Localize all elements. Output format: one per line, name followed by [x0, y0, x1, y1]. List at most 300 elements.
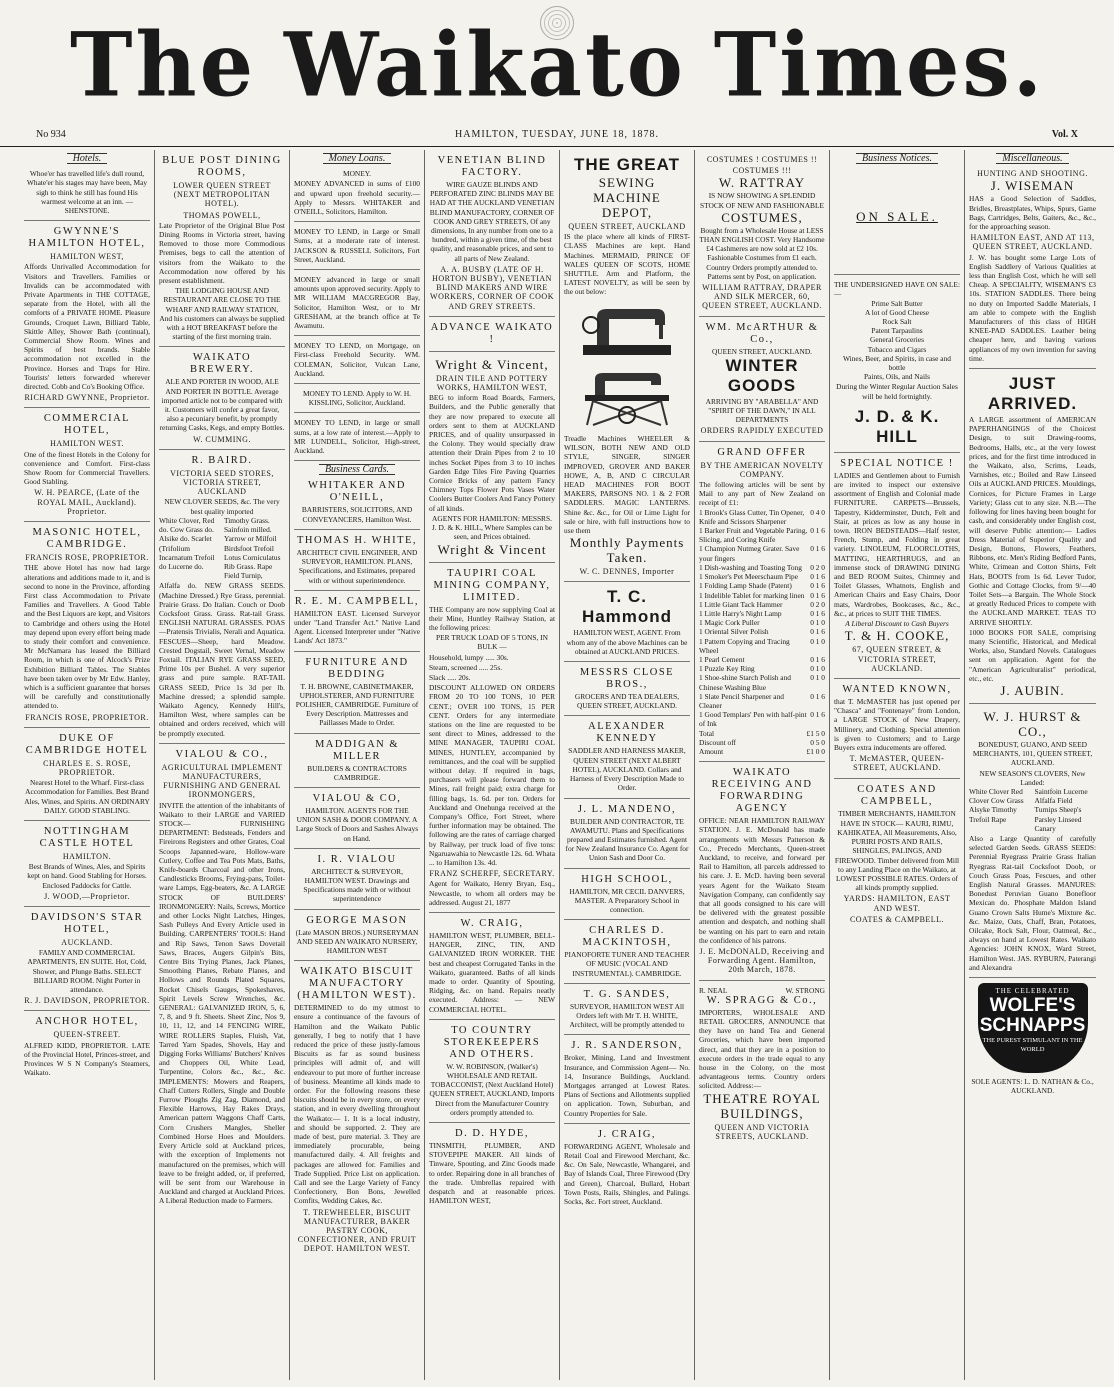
- advert-title: VIALOU & CO.,: [175, 748, 269, 760]
- masthead: [70, 14, 1045, 114]
- advert-body: MONEY TO LEND, on Mortgage, on First-class Freehold Security. WM. COLEMAN, Solicitor, Vulcan Lane, Auckland.: [294, 341, 420, 378]
- advert-body: HAMILTON WEST, PLUMBER, BELL-HANGER, ZINC, TIN, AND GALVANIZED IRON WORKER. THE best and cheapest Corrugated Tanks in the Waikato, guaranteed. Baths of all kinds made to order. Quantity of Spouting, Ridging, &c. on hand. Repairs neatly executed. Address: — NEW COMMERCIAL HOTEL.: [429, 931, 555, 1014]
- issue-date: HAMILTON, TUESDAY, JUNE 18, 1878.: [455, 129, 659, 140]
- column-heading: Business Cards.: [294, 461, 420, 475]
- advance-waikato-advert: [429, 322, 555, 352]
- clover-list: [969, 787, 1096, 833]
- advert-body: IS the place where all kinds of FIRST-CLASS Machines are kept. Hand Machines. MERMAID, PRINCE OF WALES QUEEN OF SCOTS, HOME SHUTTLE. Arm and Platform, the LATEST NOVELTY, as will be seen by the out below:: [564, 232, 690, 297]
- advert-title: T. G. SANDES,: [583, 988, 671, 1000]
- hotel-advert: [24, 1016, 150, 1082]
- advert-subtitle: BY THE AMERICAN NOVELTY COMPANY.: [700, 460, 824, 479]
- offer-item-price: 0 1 6: [810, 526, 825, 536]
- school-advert: [564, 874, 690, 921]
- advert-signature: ORDERS RAPIDLY EXECUTED: [700, 426, 824, 436]
- ironmongers-advert: [159, 749, 285, 1211]
- advert-signature: J. WOOD,—Proprietor.: [44, 891, 130, 901]
- business-card: [294, 793, 420, 849]
- advert-body: (Late MASON BROS.) NURSERYMAN AND SEED AN WAIKATO NURSERY, HAMILTON WEST: [295, 927, 419, 955]
- advert-title: W. RATTRAY: [718, 175, 806, 191]
- advert-body: SADDLER AND HARNESS MAKER, QUEEN STREET (NEXT ALBERT HOTEL), AUCKLAND. Collars and Harness of Every Description Made to Order.: [568, 746, 686, 793]
- offer-item-label: 1 Puzzle Key Ring: [699, 664, 755, 674]
- offer-list: [699, 508, 825, 729]
- advert-signature: J. AUBIN.: [1000, 682, 1065, 698]
- seal-label: W. STRONG: [785, 985, 825, 995]
- seed-stores-advert: [159, 455, 285, 744]
- offer-item-label: 1 Good Templars' Pen with half-pint of Ink: [699, 710, 807, 729]
- advert-signature: FRANCIS ROSE, PROPRIETOR.: [25, 712, 149, 722]
- advert-body: A LARGE assortment of AMERICAN PAPERHANGINGS of the Choicest Design, to suit Drawing-rooms, Bedrooms, Halls, etc., at the very lowest prices, and for the first time introduced in the Waikato, also, Scrims, Leads, Varnishes, etc.; Boiled and Raw Linseed Oils at AUCKLAND PRICES. Mouldings, Cornices, for Picture Frames in Large Variety; Glass cut to any size. N.B.—The following for lines having been bought for cash, and considerably under English cost, will deserve Public attention:— Ladies Dress Material of Superior Quality and Design, Buttons, Flowers, Feathers, Ribbons, etc. Men's Riding Bedford Pants, White, Crimean and Cotton Shirts, Felt Hats, BOOTS from 1s 6d. Lever Tudor, Gothic and Cottage Clocks, from 9/—40 Toilet Sets—a Bargain. The Whole Stock at greatly Reduced Prices to compete with the AUCKLAND MARKET. TEAS TO ARRIVE SHORTLY.: [969, 415, 1096, 627]
- offer-item-label: 1 Pearl Cement: [699, 654, 745, 664]
- offer-item-price: 0 4 0: [810, 507, 825, 517]
- grand-offer-advert: [699, 447, 825, 763]
- offer-item-label: 1 Oriental Silver Polish: [699, 627, 769, 637]
- advert-body: THE above Hotel has now had large alterations and additions made to it, and is second to none in the Province, affording First class Accommodation to Private Families and Travellers. A Good Table and the Best Liquors are kept, and Visitors to Cambridge and others using the Hotel may depend upon every effort being made to study their comfort and convenience. Mr McNamara has leased the Billiard Room, in which is one of Alcock's Prize Exhibition Billiard Tables. The Stables have been taken over by Mr Edw. Hanley, which is a sufficient guarantee that horses will be carefully and constitutionally attended to.: [24, 563, 150, 711]
- advert-body: MONEY ADVANCED in sums of £100 and upward upon freehold security.—Apply to Messrs. WHITAKER and O'NEILL, Solicitors, Hamilton.: [294, 179, 420, 217]
- advert-subtitle: DRAIN TILE AND POTTERY WORKS, HAMILTON WEST,: [436, 373, 548, 393]
- advert-body: WIRE GAUZE BLINDS AND PERFORATED ZINC BLINDS MAY BE HAD AT THE AUCKLAND VENETIAN BLIND MANUFACTORY, CORNER OF COOK AND GREY STREETS, Of any dimensions, In any number from one to a hundred, within a given time, of the best quality, and reasonable prices, and sent to all parts of New Zealand.: [429, 180, 555, 263]
- clover-list-left: White Clover Red Clover Cow Grass Alsyke Timothy Trefoil Rape: [969, 786, 1024, 824]
- advert-body: Bought from a Wholesale House at LESS THAN ENGLISH COST. Very Handsome £4 Cashmeres are now sold at £2 10s. Fashionable Costumes from £1 each. Country Orders promptly attended to. Patterns sent by Post, on application.: [699, 225, 825, 281]
- offer-item-label: 1 Brook's Glass Cutter, Tin Opener, Knife and Scissors Sharpener: [699, 507, 805, 526]
- auction-advert: [834, 280, 960, 453]
- masthead-word-1: The: [70, 12, 257, 116]
- advert-body: FAMILY AND COMMERCIAL APARTMENTS, EN SUITE. Hot, Cold, Shower, and Plunge Baths. SELECT BILLIARD ROOM. Night Porter in attendance.: [27, 948, 147, 994]
- advert-title: R. BAIRD.: [191, 454, 253, 466]
- advert-title: SEWING MACHINE: [593, 175, 661, 205]
- advert-title: Wright & Vincent: [437, 541, 547, 557]
- column-two: [155, 150, 290, 1380]
- advert-body: J. W. has bought some Large Lots of English Saddlery of Various Qualities at less than English Cost, which he will sell Cheap. A SPECIALITY, WISEMAN'S £3 10s. STATION SADDLES. There being no duty on Imported Saddle Materials, I am able to compete with the English Manufacturers of this class of HIGH KNEE-PAD SADDLES. Leather being cheaper here, and having various appliances of my own invention for saving time.: [969, 252, 1096, 363]
- advert-body: SURVEYOR, HAMILTON WEST All Orders left with Mr T. H. WHITE, Architect, will be promptly attended to: [569, 1001, 685, 1030]
- offer-item: [699, 618, 825, 627]
- loan-advert: [294, 341, 420, 384]
- offer-item-label: 1 Dish-washing and Toasting Tong: [699, 562, 802, 572]
- broker-advert: [564, 1040, 690, 1123]
- offer-item: [699, 710, 825, 728]
- advert-title: J. L. MANDENO,: [577, 803, 677, 815]
- advert-body: Best Brands of Wines, Ales, and Spirits kept on hand. Good Stabling for Horses. Enclosed Paddocks for Cattle.: [27, 862, 147, 890]
- advert-signature: W. CUMMING.: [193, 434, 251, 444]
- advert-title: FURNITURE AND BEDDING: [305, 656, 409, 680]
- advert-body: Late Proprietor of the Original Blue Post Dining Rooms in Victoria street, having Removed to those more Commodious Premises, begs to call the attention of visitors from the Waikato to the Accommodation now offered by his present establishment.: [159, 220, 285, 286]
- sale-item: Patent Tarpaulins: [871, 326, 923, 336]
- columns: [20, 150, 1100, 1380]
- furniture-notice-advert: [834, 458, 960, 679]
- offer-item-label: 1 Champion Nutmeg Grater. Save your fingers: [699, 544, 800, 563]
- business-card: [294, 915, 420, 962]
- advert-body: PIANOFORTE TUNER AND TEACHER OF MUSIC (VOCAL AND INSTRUMENTAL). CAMBRIDGE.: [564, 950, 690, 978]
- advert-title: BLUE POST DINING ROOMS,: [162, 155, 282, 178]
- advert-title: COSTUMES ! COSTUMES !!: [706, 155, 818, 164]
- advert-title: MADDIGAN & MILLER: [314, 738, 400, 762]
- advert-body: ARCHITECT CIVIL ENGINEER, AND SURVEYOR, HAMILTON. PLANS, Specifications, and Estimates, prepared with or without superintendence.: [296, 547, 418, 585]
- advert-body: FORWARDING AGENT, Wholesale and Retail Coal and Firewood Merchant, &c. &c. On Sale, Newcastle, Whangarei, and Bay of Islands Coal, Three Firewood (Dry and Green), Charcoal, Bullard, Hobart Town Posts, Rails, Shingles, and Palings. Socks, &c. Fort street, Auckland.: [564, 1141, 690, 1206]
- advert-body: IMPORTERS, WHOLESALE AND RETAIL GROCERS, ANNOUNCE that they have on hand Tea and General Groceries, which have been imported direct, and that they are in a position to execute orders in the trade equal to any house in the Colony, on the most advantageous terms. Country orders solicited. Address:—: [699, 1007, 825, 1091]
- offer-item: [699, 664, 825, 673]
- column-heading: Money Loans.: [294, 150, 420, 164]
- advert-body: THE UNDERSIGNED HAVE ON SALE:—: [834, 280, 960, 299]
- advert-body: Broker, Mining, Land and Investment Insurance, and Commission Agent— No. 14, Insurance Buildings, Auckland. Mortgages arranged at Lowest Rates. Plans of Sections and Allotments supplied on application. Town, Suburban, and Country Properties for Sale.: [564, 1053, 690, 1118]
- advert-title: GRAND OFFER: [717, 446, 807, 458]
- advert-title: J. WISEMAN: [990, 178, 1075, 194]
- advert-title: Monthly Payments Taken.: [569, 535, 685, 566]
- advert-title: DAVIDSON'S STAR HOTEL,: [30, 911, 144, 935]
- advert-title: COMMERCIAL HOTEL,: [43, 413, 131, 437]
- advert-title: J. D. & K. HILL: [854, 406, 940, 446]
- offer-total: [699, 729, 825, 738]
- treadle-machine-icon: [577, 369, 677, 427]
- offer-item-price: 0 1 0: [810, 673, 825, 683]
- badge-line: THE CELEBRATED: [995, 987, 1070, 996]
- offer-item-price: 0 2 0: [810, 562, 825, 572]
- clover-list-right: Saintfoin Lucerne Alfalfa Field Turnips Sheep's Parsley Linseed Canary: [1034, 786, 1088, 833]
- sale-item: Tobacco and Cigars: [867, 344, 927, 354]
- advert-title: D. D. HYDE,: [455, 1128, 529, 1140]
- advert-body: T. H. BROWNE, CABINETMAKER, UPHOLSTERER, AND FURNITURE POLISHER, CAMBRIDGE. Furniture of Every Description. Mattresses and Paillasses Made to Order.: [295, 681, 419, 728]
- offer-amount-label: Amount: [699, 746, 724, 756]
- advert-body: HAVE IN STOCK— KAURI, RIMU, KAHIKATEA, All Measurements, Also, PURIRI POSTS AND RAILS, SHINGLES, PALINGS, AND FIREWOOD. Timber delivered from Mill to any Landing Place on the Waikato, at LOWEST POSSIBLE RATES. Orders of all kinds promptly supplied.: [834, 818, 960, 893]
- advert-signature: T. TREWHEELER, BISCUIT MANUFACTURER, BAKER PASTRY COOK, CONFECTIONER, AND FRUIT DEPOT. HAMILTON WEST.: [297, 1207, 417, 1254]
- advert-title: WINTER GOODS: [725, 355, 799, 395]
- business-card: [294, 480, 420, 529]
- advert-signature: 67, QUEEN STREET, & VICTORIA STREET, AUCKLAND.: [852, 645, 942, 673]
- advert-body: HAMILTON, MR CECIL DANVERS, MASTER. A Preparatory School in connection.: [569, 886, 685, 914]
- plumber-advert: [429, 918, 555, 1020]
- badge-line: THE PUREST STIMULANT IN THE WORLD: [982, 1037, 1083, 1054]
- advert-title: J. R. SANDERSON,: [571, 1040, 683, 1052]
- badge-title: WOLFE'S SCHNAPPS: [979, 995, 1086, 1037]
- advert-signature: W. C. DENNES, Importer: [579, 567, 675, 577]
- advert-title: HIGH SCHOOL,: [581, 873, 673, 885]
- offer-item: [699, 673, 825, 691]
- offer-item-label: 1 Indelible Tablet for marking linen: [699, 590, 805, 600]
- advert-title: WAIKATO RECEIVING AND FORWARDING AGENCY: [711, 767, 813, 815]
- advert-body: BARRISTERS, SOLICITORS, AND CONVEYANCERS, Hamilton West.: [301, 505, 413, 524]
- offer-item-price: 0 1 6: [810, 710, 825, 720]
- advert-title: WHITAKER AND O'NEILL,: [308, 480, 406, 504]
- winter-goods-advert: [699, 322, 825, 442]
- seal-label: R. NEAL: [699, 985, 728, 995]
- column-business-notices: [830, 150, 965, 1380]
- advert-body: Affords Unrivalled Accommodation for Visitors and Travellers. Families or Invalids can be accommodated with Private Apartments in THE COTTAGE, separate from the Hotel, with all the comforts of a PRIVATE HOME. Pleasure Grounds, Croquet Lawn, Billiard Table, Skittle Alley, Shower Bath (continual), Commercial Show Room. Wines and Spirits of best brands. Stable accommodation not excelled in the Province. Horses and Traps for Hire. Tourists' letters forwarded wherever directed. Cobb and Co's Booking Office.: [24, 262, 150, 392]
- advert-title: W. J. HURST & CO.,: [983, 708, 1082, 739]
- advert-body: Treadle Machines WHEELER & WILSON, BOTH NEW AND OLD STYLE, SINGER, SINGER IMPROVED, GROVER AND BAKER HOWE, A, B, AND C CIRCULAR HEAD MACHINES FOR BOOT MAKERS, PARSONS NO. 1 & 2 FOR SADDLERS. MAGIC LANTERNS. Shine &c. &c., for Oil or Lime Light for sale or hire, with full instructions how to use them: [564, 434, 690, 536]
- advert-body: MONEY TO LEND, in Large or Small Sums, at a moderate rate of interest. JACKSON & RUSSELL Solicitors, Fort Street, Auckland.: [294, 227, 420, 264]
- coal-mining-advert: [429, 568, 555, 914]
- verse-advert: [24, 169, 150, 221]
- offer-item-price: 0 2 0: [810, 599, 825, 609]
- column-heading: Business Notices.: [834, 150, 960, 164]
- schnapps-advert: [969, 983, 1096, 1100]
- column-hotels: [20, 150, 155, 1380]
- offer-discount: [699, 738, 825, 747]
- advert-body: BONEDUST, GUANO, AND SEED MERCHANTS, 101, QUEEN STREET, AUCKLAND.: [972, 739, 1093, 768]
- advert-signature: T. McMASTER, QUEEN-STREET, AUCKLAND.: [849, 754, 945, 773]
- column-miscellaneous: [965, 150, 1100, 1380]
- advert-body: DISCOUNT ALLOWED ON ORDERS FROM 20 TO 100 TONS, 10 PER CENT.; OVER 100 TONS, 15 PER CENT. Orders for any intermediate stations on the line are requested to be sent direct to Mines, addressed to the MINE MANAGER, TAUPIRI COAL MINES, HUNTLEY, accompanied by remittances, and the coal will be supplied without delay. If required in bags, purchasers will please forward them to Mines, rail freight paid; extra charge for filling bags, 1s. 6d. per ton. Orders for Auckland and Onehunga received at the Company's Office, Fort Street, where further information may be obtained. The following are the rates of carriage charged by Railway, per truck load of five tons: Ngaruawahia to Newcastle 12s. 6d. Whata ... to Hamilton 13s. 4d.: [429, 683, 555, 867]
- advert-title: ADVANCE WAIKATO !: [430, 321, 554, 345]
- offer-discount-value: 0 5 0: [810, 737, 825, 747]
- business-card: [294, 535, 420, 591]
- offer-total-value: £1 5 0: [806, 728, 825, 738]
- column-heading: Miscellaneous.: [969, 150, 1096, 164]
- column-money-loans: [290, 150, 425, 1380]
- advert-body: MONEY.: [343, 169, 371, 179]
- advert-title: WANTED KNOWN,: [842, 683, 952, 695]
- advert-body: GROCERS AND TEA DEALERS, QUEEN STREET, AUCKLAND.: [574, 692, 680, 711]
- schnapps-badge: [978, 983, 1088, 1073]
- offer-item: [699, 572, 825, 581]
- offer-item: [699, 627, 825, 636]
- forwarding-agent-advert: [564, 1129, 690, 1211]
- column-six: [695, 150, 830, 1380]
- advert-title: WM. McARTHUR & Co.,: [705, 321, 819, 345]
- offer-item: [699, 637, 825, 655]
- advert-body: OFFICE: NEAR HAMILTON RAILWAY STATION. J. E. McDonald has made arrangements with Messrs Patterson & Co., Precedo Merchants, Queen-street Auckland, to receive, and forward per Rail to Hamilton, all parcels addressed to his care. J. E. McD. having been several years Agent for the Waikato Steam Navigation Company, can confidently say that all goods consigned to his care will be delivered with the greatest possible attention and despatch, and nothing shall be wanting on his part to earn and retain the confidence of his patrons.: [699, 816, 825, 945]
- advert-body: BEG to inform Road Boards, Farmers, Builders, and the Public generally that they are now prepared to execute all orders sent to them at AUCKLAND PRICES, and of quality unsurpassed in the Colony. They would specially draw attention their Drain Pipes from 2 to 10 inches Socket Pipes from 3 to 10 inches Garden Edge Tiles Fire Paving Quarries Cornice Bricks of any pattern Fancy Chimney Tops Flower Pots Vases Water Coolers Butter Coolers And Fancy Pottery of all kinds.: [429, 393, 555, 513]
- advert-title: MASONIC HOTEL, CAMBRIDGE.: [32, 527, 142, 551]
- hotel-advert: [24, 733, 150, 821]
- drapery-advert: [834, 684, 960, 779]
- venetian-blind-advert: [429, 155, 555, 317]
- grocer-advert: [564, 667, 690, 716]
- business-card: [294, 596, 420, 652]
- price-row: Slack ..... 20s.: [429, 672, 471, 682]
- offer-item-price: 0 1 0: [810, 636, 825, 646]
- tinsmith-advert: [429, 1128, 555, 1210]
- advert-body: MONEY advanced in large or small amounts upon approved security. Apply to MR WILLIAM MACGREGOR Bay, Solicitor, Hamilton West, or to Mr GRESHAM, at the branch office at Te Awamutu.: [294, 275, 420, 331]
- piano-tuner-advert: [564, 925, 690, 984]
- advert-title: HUNTING AND SHOOTING.: [977, 169, 1088, 179]
- advert-body: ARCHITECT & SURVEYOR, HAMILTON WEST. Drawings and Specifications made with or without superintendence: [303, 866, 411, 904]
- advert-signature: W. H. PEARCE, (Late of the ROYAL MAIL, Auckland). Proprietor.: [34, 488, 140, 516]
- advert-title: ANCHOR HOTEL,: [35, 1016, 139, 1028]
- offer-total-label: Total: [699, 728, 715, 738]
- offer-item-label: 1 Folding Lamp Shade (Patent): [699, 581, 792, 591]
- offer-item-price: 0 1 0: [810, 618, 825, 628]
- pottery-advert: [429, 357, 555, 563]
- advert-body: HAMILTON. AGENTS FOR THE UNION SASH & DOOR COMPANY. A Large Stock of Doors and Sashes Always on Hand.: [295, 805, 419, 843]
- on-sale-advert: [834, 169, 960, 275]
- loan-advert: [294, 418, 420, 461]
- offer-item: [699, 544, 825, 562]
- advert-body: ALFRED KIDD, PROPRIETOR. LATE of the Provincial Hotel, Princes-street, and Provinces W S N Company's Steamers, Waikato.: [24, 1040, 150, 1078]
- hotel-advert: [24, 912, 150, 1011]
- loan-advert: [294, 389, 420, 413]
- advert-title: WAIKATO BREWERY.: [189, 352, 255, 376]
- offer-item-price: 0 1 6: [810, 544, 825, 554]
- saddlery-advert: [969, 169, 1096, 369]
- price-row: PER TRUCK LOAD OF 5 TONS, IN BULK —: [436, 633, 548, 652]
- advert-body: IS NOW SHOWING A SPLENDID STOCK OF NEW AND FASHIONABLE: [699, 191, 824, 210]
- advert-subtitle: AGRICULTURAL IMPLEMENT MANUFACTURERS, FURNISHING AND GENERAL IRONMONGERS,: [161, 762, 283, 800]
- advert-title: ALEXANDER KENNEDY: [588, 721, 666, 745]
- offer-item-label: 1 Magic Cork Puller: [699, 618, 760, 628]
- column-heading: Hotels.: [24, 150, 150, 164]
- advert-body: The following articles will be sent by Mail to any part of New Zealand on receipt of £1:: [699, 480, 825, 508]
- just-arrived-advert: [969, 374, 1096, 704]
- advert-body: QUEEN STREET, AUCKLAND.: [711, 346, 813, 356]
- offer-item-price: 0 1 6: [810, 581, 825, 591]
- column-four: [425, 150, 560, 1380]
- advert-title: SPECIAL NOTICE !: [840, 457, 954, 469]
- advert-body: THE Company are now supplying Coal at their Mine, Huntley Railway Station, at the following prices:: [429, 604, 555, 632]
- advert-subtitle: YARDS: HAMILTON, EAST AND WEST.: [843, 894, 951, 913]
- advert-signature: J. E. McDONALD, Receiving and Forwarding Agent. Hamilton, 20th March, 1878.: [699, 947, 825, 975]
- advert-subtitle: HAMILTON WEST,: [50, 252, 124, 262]
- offer-item-label: 1 Slate Pencil Sharpener and Cleaner: [699, 691, 784, 710]
- offer-amount: [699, 747, 825, 756]
- masthead-word-2: Waikato: [283, 12, 686, 116]
- offer-item-label: 1 Barker Fruit and Vegetable Paring, Slicing, and Coring Knife: [699, 526, 808, 545]
- hotel-advert: [24, 826, 150, 907]
- advert-signature: QUEEN AND VICTORIA STREETS, AUCKLAND.: [714, 1122, 810, 1141]
- advert-subtitle: QUEEN STREET, AUCKLAND: [568, 222, 686, 231]
- advert-subtitle: HAMILTON EAST, AND AT 113, QUEEN STREET, AUCKLAND.: [970, 233, 1095, 252]
- seal-row: [699, 986, 825, 995]
- advert-body: LADIES and Gentlemen about to Furnish are invited to inspect our extensive assortment of English and Colonial made FURNITURE. CARPETS—Brussels, Tapestry, Kidderminster, Dutch, Felt and Stair, at prices as low as any house in town. IRON BEDSTEADS—Half tester, French, Stump, and Folding in great variety. LINOLEUM, FLOORCLOTHS, MATTING, HEARTHRUGS, and an immense stock of DRAWING DINING and BED ROOM Suites, Chimney and Toilet Glasses, Whatnots, English and American Chairs and Easy Chairs, Door mats, Wardrobes, Bookcases, &c., &c., &c., at prices to SUIT THE TIMES.: [834, 470, 960, 618]
- offer-item: [699, 508, 825, 526]
- costumes-advert: [699, 155, 825, 317]
- sale-item: Rock Salt: [882, 317, 912, 327]
- advert-title: JUST ARRIVED.: [987, 374, 1078, 414]
- volume-number: Vol. X: [1051, 129, 1078, 140]
- advert-title: TAUPIRI COAL MINING COMPANY, LIMITED.: [433, 567, 551, 603]
- advert-title: T. & H. COOKE,: [844, 628, 950, 644]
- offer-item-price: 0 1 0: [810, 664, 825, 674]
- advert-title: R. E. M. CAMPBELL,: [294, 595, 420, 607]
- advert-body: During the Winter Regular Auction Sales will be held fortnightly.: [836, 382, 958, 401]
- advert-body: HAMILTON EAST. Licensed Surveyor under "Land Transfer Act." Native Land Agent. Licensed Interpreter under "Native Lands' Act 1873.": [294, 608, 420, 646]
- grocers-advert: [699, 986, 825, 1146]
- sewing-machine-icon: [577, 301, 677, 359]
- advert-body: THE LODGING HOUSE AND RESTAURANT ARE CLOSE TO THE WHARF AND RAILWAY STATION, And his customers can always be supplied with a HOT BREAKFAST before the starting of the first morning train.: [159, 286, 285, 342]
- dining-rooms-advert: [159, 155, 285, 347]
- advert-title: DUKE OF CAMBRIDGE HOTEL: [25, 732, 149, 756]
- advert-signature: COATES & CAMPBELL.: [849, 914, 945, 924]
- saddler-advert: [564, 721, 690, 798]
- forwarding-agency-advert: [699, 767, 825, 980]
- advert-subtitle: HAMILTON WEST.: [50, 439, 124, 449]
- advert-subtitle: CHARLES E. S. ROSE, PROPRIETOR.: [43, 758, 131, 777]
- seed-list: [159, 516, 285, 580]
- advert-body: TINSMITH, PLUMBER, AND STOVEPIPE MAKER. All kinds of Tinware, Spouting, and Zinc Goods made to order. Repairing done in all branches of the trade. Umbrellas repaired with despatch and at reasonable prices. HAMILTON WEST,: [429, 1141, 555, 1206]
- advert-subtitle: LOWER QUEEN STREET (NEXT METROPOLITAN HOTEL).: [173, 181, 271, 209]
- advert-body: Nearest Hotel to the Wharf. First-class Accommodation for Families. Best Brand Ales, Wines, and Spirits. AN ORDINARY DAILY. GOOD STABLING.: [24, 778, 150, 815]
- advert-subtitle: AUCKLAND.: [61, 937, 113, 947]
- advert-title: COSTUMES !!!: [732, 166, 792, 176]
- advert-title: WAIKATO BISCUIT MANUFACTORY (HAMILTON WEST).: [297, 966, 417, 1002]
- advert-body: BUILDERS & CONTRACTORS CAMBRIDGE.: [307, 763, 407, 782]
- advert-title: VIALOU & CO,: [312, 792, 402, 804]
- sale-item: General Groceries: [870, 335, 924, 345]
- offer-item-price: 0 1 6: [810, 572, 825, 582]
- builder-advert: [564, 804, 690, 869]
- advert-title: THEATRE ROYAL BUILDINGS,: [703, 1090, 821, 1121]
- advert-title: ON SALE.: [856, 209, 938, 225]
- advert-body: MONEY TO LEND, in large or small sums, at a low rate of interest.—Apply to MR LUNDELL, Solicitor, High-street, Auckland.: [294, 418, 420, 456]
- advert-title: COATES AND CAMPBELL,: [857, 783, 937, 807]
- advert-title: VENETIAN BLIND FACTORY.: [437, 155, 547, 178]
- offer-item-price: 0 1 6: [810, 608, 825, 618]
- agent-advert: [564, 587, 690, 662]
- advert-body: One of the finest Hotels in the Colony for convenience and Comfort. First-class Show Room for Commercial Travellers. Good Stabling.: [24, 449, 150, 487]
- advert-title: J. CRAIG,: [597, 1128, 657, 1140]
- business-card: [294, 854, 420, 910]
- advert-body: NEW CLOVER SEEDS, &c. The very best quality imported: [164, 497, 280, 516]
- sale-item-list: [834, 299, 960, 382]
- surveyor-advert: [564, 989, 690, 1036]
- advert-subtitle: VICTORIA SEED STORES, VICTORIA STREET, AUCKLAND: [170, 468, 274, 497]
- advert-body: TIMBER MERCHANTS, HAMILTON: [838, 808, 956, 818]
- price-row: Steam, screened ..... 25s.: [429, 662, 503, 672]
- advert-title: GWYNNE'S HAMILTON HOTEL,: [28, 226, 146, 250]
- offer-item: [699, 692, 825, 710]
- advert-title: CHARLES D. MACKINTOSH,: [582, 925, 672, 949]
- dateline: [0, 125, 1114, 147]
- advert-body: Alfalfa do. NEW GRASS SEEDS. (Machine Dressed.) Rye Grass, perennial. Prairie Grass. Do Italian. Couch or Doob Cocksfoot Grass. Grass. Rat-tail Grass. ENGLISH NATURAL GRASSES. POAS—Pratensis Trivialis, Nerali and Aquatica. FESCUES—Sheep, hard Meadow. Crested Dogstail, Sweet Vernal, Meadow Foxtail. ITALIAN RYE GRASS SEED, Prime 10s per Bushel. A very superior grass and pure sample. RAT-TAIL GRASS SEED, Price 1s 3d per lb. Machine dressed; a splendid sample. Waikato Agency, Kennedy Hill's, Hamilton West, where samples can be obtained and orders received, which will be promptly executed.: [159, 581, 285, 738]
- offer-item-label: 1 Pattern Copying and Tracing Wheel: [699, 636, 790, 655]
- advert-signature: A. A. BUSBY (LATE OF H. HORTON BUSBY), VENETIAN BLIND MAKERS AND WIRE WORKERS, CORNER OF COOK AND GREY STREETS.: [430, 264, 554, 311]
- sale-item: A lot of Good Cheese: [864, 307, 930, 317]
- advert-subtitle: FRANCIS ROSE, PROPRIETOR.: [25, 553, 149, 563]
- advert-subtitle: HAMILTON.: [62, 851, 112, 861]
- advert-body: ALE AND PORTER IN WOOD, ALE AND PORTER IN BOTTLE. Average imported article not to be compared with it. Customers will confer a great favor, also a pecuniary benefit, by promptly returning Casks, Kegs, and empty Bottles.: [159, 377, 285, 433]
- issue-number: No 934: [36, 129, 66, 140]
- advert-body: that T. McMASTER has just opened per "Chasca" and "Fontenaye" from London, a LARGE STOCK of New Drapery, Millinery, and Clothing. Special attention is given to Customers; and to Large Buyers extra inducements are offered.: [834, 696, 960, 752]
- tobacconist-advert: [429, 1025, 555, 1123]
- hotel-advert: [24, 226, 150, 408]
- advert-body: 1000 BOOKS FOR SALE, comprising many Scientific, Historical, and Medical Works, also, Standard Novels. Catalogues sent on application. Agent for the "American Agriculturalist" periodical, etc., etc.: [969, 627, 1096, 683]
- offer-item: [699, 591, 825, 600]
- advert-signature: R. J. DAVIDSON, PROPRIETOR.: [24, 996, 150, 1006]
- brewery-advert: [159, 352, 285, 449]
- offer-item: [699, 600, 825, 609]
- loan-advert: [294, 227, 420, 270]
- verse-text: Whoe'er has travelled life's dull round, Whate'er his stages may have been, May sigh to think he still has found His warmest welcome at an inn. —SHENSTONE.: [26, 169, 148, 216]
- offer-item: [699, 655, 825, 664]
- advert-signature: THOMAS POWELL,: [183, 210, 261, 220]
- offer-item: [699, 609, 825, 618]
- business-card: [294, 657, 420, 734]
- offer-item-price: 0 1 6: [810, 627, 825, 637]
- advert-signature: FRANZ SCHERFF, SECRETARY.: [429, 869, 555, 879]
- advert-title: T. C. Hammond: [581, 587, 673, 627]
- advert-title: THE GREAT: [574, 155, 680, 174]
- sale-item: Paints, Oils, and Nails: [864, 372, 930, 382]
- advert-title: NOTTINGHAM CASTLE HOTEL: [39, 825, 135, 849]
- business-card: [294, 739, 420, 788]
- hotel-advert: [24, 413, 150, 522]
- advert-title: I. R. VIALOU: [317, 853, 397, 865]
- offer-item: [699, 563, 825, 572]
- offer-item-price: 0 1 6: [810, 691, 825, 701]
- advert-title: Wright & Vincent,: [435, 356, 549, 372]
- advert-title: DEPOT,: [601, 205, 653, 220]
- advert-title: GEORGE MASON: [306, 914, 408, 926]
- advert-body: DETERMINED to do my utmost to ensure a continuance of the favours of Hamilton and the Waikato Public generally, I beg to notify that I have reduced the price of these justly-famous Biscuits as far as sound business principles will admit of, and will endeavour to put more of further increase of business. Meantime all kinds made to order. For the following reasons these biscuits should be in every store, on every station, and in every dwelling throughout the Waikato:— 1. It is a local industry, and should be supported. 2. They are made of best, pure material. 3. They are immediately procurable, being manufactured daily. 4. All freights and packages are allowed for. Families and Trade Supplied. Price List on application. Call and see the Large Variety of Fancy Confectionery, Bon Bons, Jewelled Comfits, Wedding Cakes, &c.: [294, 1003, 420, 1206]
- offer-item-price: 0 1 6: [810, 654, 825, 664]
- advert-body: NEW SEASON'S CLOVERS, New Landed:: [979, 768, 1086, 787]
- column-five: [560, 150, 695, 1380]
- advert-body: ARRIVING BY "ARABELLA" AND "SPIRIT OF THE DAWN," IN ALL DEPARTMENTS: [705, 396, 819, 425]
- advert-body: HAS a Good Selection of Saddles, Bridles, Breastplates, Whips, Spurs, Game Bags, Cartridges, Belts, Gaiters, &c., &c., for the approaching season.: [969, 194, 1096, 232]
- advert-body: A Liberal Discount to Cash Buyers: [845, 619, 949, 629]
- advert-body: Also a Large Quantity of carefully selected Garden Seeds. GRASS SEEDS: Perennial Ryegrass Prairie Grass Italian Ryegrass Rat-tail Cocksfoot Doob, or Couch Grass Poas, Fescues, and other English Natural Grasses. MANURES: Bonedust Peruvian Guano Bonefloor Mexican do. Phosphate Maldon Island Guano Crown Salts Hume's Mixture &c. &c. Maize, Oats, Chaff, Bran, Potatoes, Oilcake, Rock Salt, Flour, Oatmeal, &c., always on hand at Lowest Rates. Waikato Agencies: JOHN KNOX, Ward Street, Hamilton West. JAS. RYBURN, Paterangi and Alexandra: [969, 833, 1096, 972]
- offer-item: [699, 526, 825, 544]
- sale-item: Wines, Beer, and Spirits, in case and bottle: [843, 353, 951, 373]
- advert-body: HAMILTON WEST, AGENT. From whom any of the above Machines can be obtained at AUCKLAND PRICES.: [566, 628, 688, 656]
